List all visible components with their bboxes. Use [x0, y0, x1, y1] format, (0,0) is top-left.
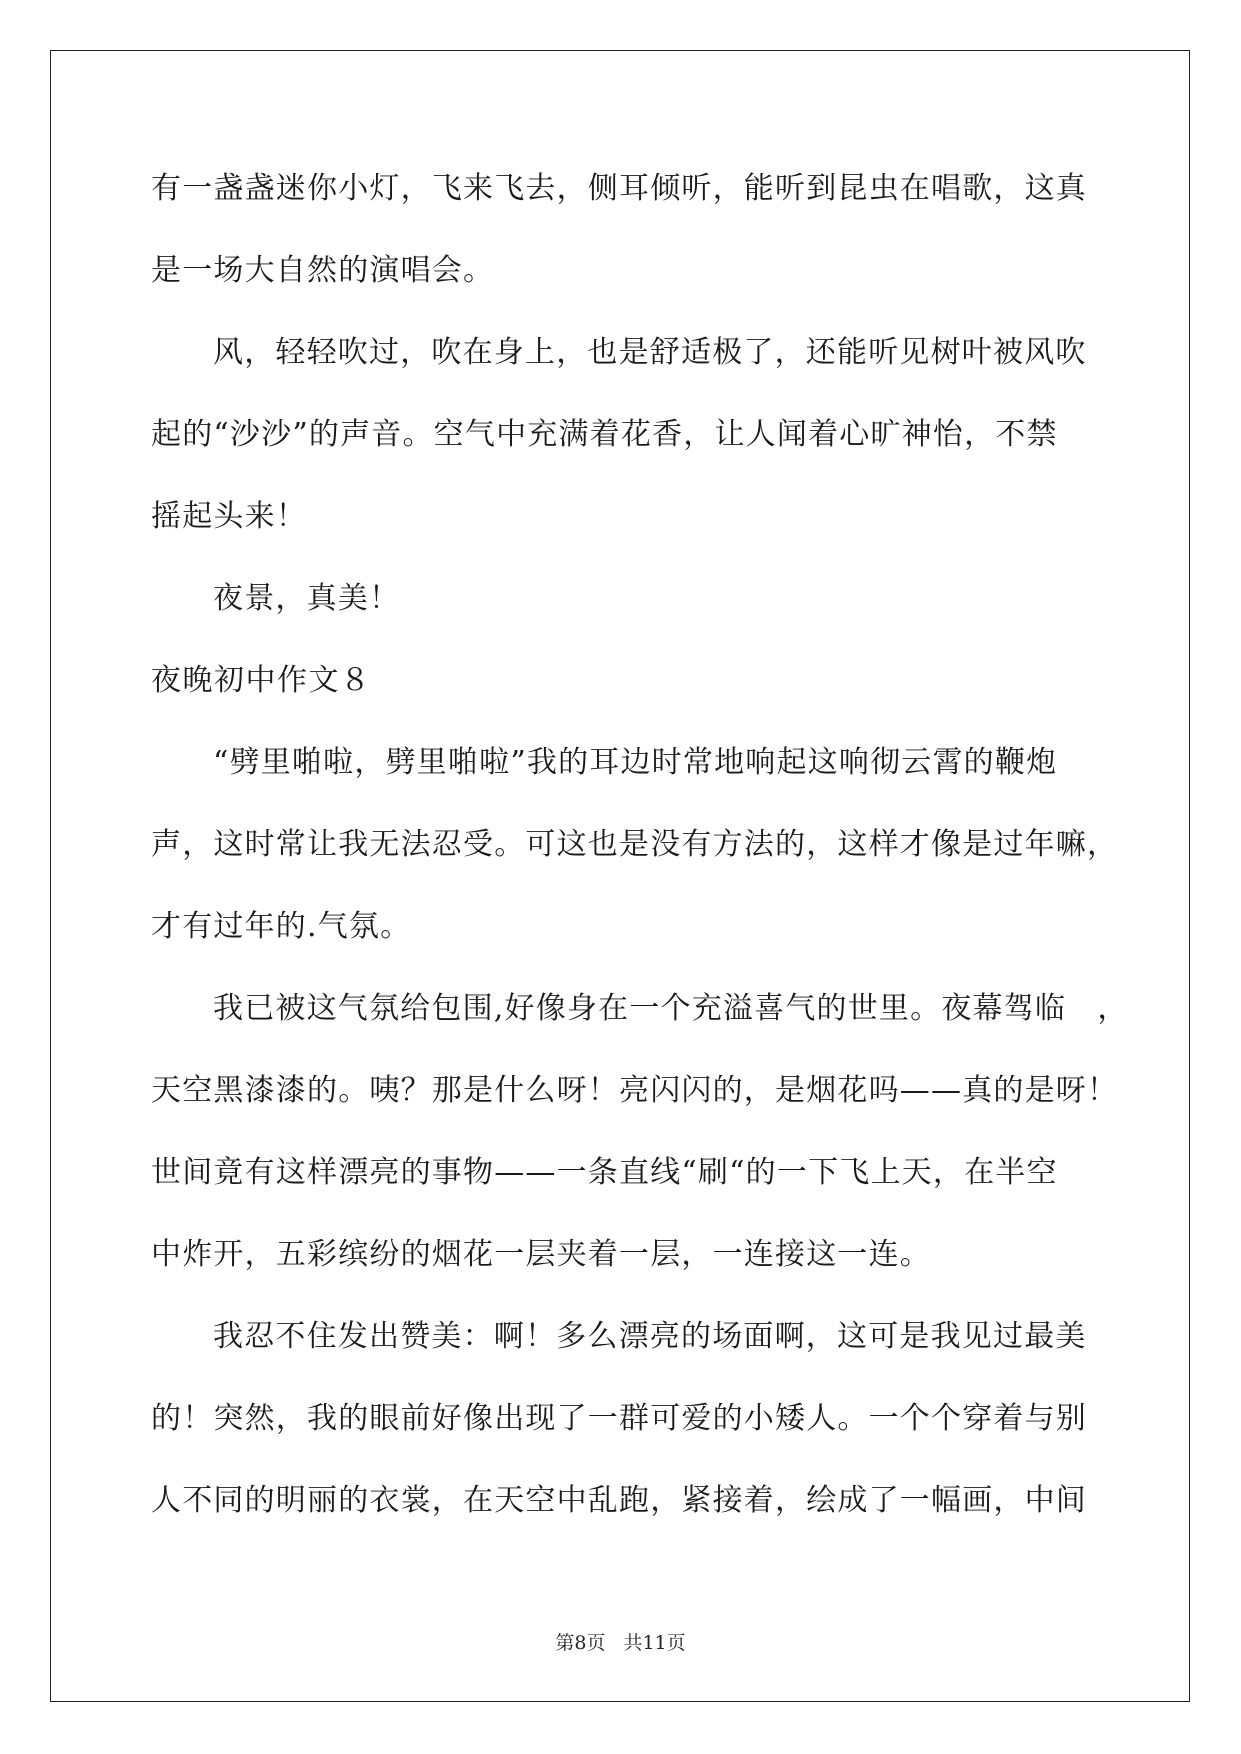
paragraph-start-line: 我已被这气氛给包围,好像身在一个充溢喜气的世里。夜幕驾临 ， [213, 991, 1129, 1026]
paragraph-start-line: 风，轻轻吹过，吹在身上，也是舒适极了，还能听见树叶被风吹 [213, 335, 1087, 370]
text-line: 中炸开，五彩缤纷的烟花一层夹着一层，一连接这一连。 [151, 1237, 931, 1272]
document-body [151, 165, 1129, 1559]
paragraph-start-line: “劈里啪啦，劈里啪啦”我的耳边时常地响起这响彻云霄的鞭炮 [213, 745, 1058, 780]
page-footer [0, 1630, 1241, 1656]
text-line: 摇起头来！ [151, 499, 307, 534]
page-total: 共11页 [623, 1632, 686, 1654]
section-heading: 夜晚初中作文８ [151, 663, 372, 698]
paragraph-start-line: 我忍不住发出赞美：啊！多么漂亮的场面啊，这可是我见过最美 [213, 1319, 1087, 1354]
text-line: 有一盏盏迷你小灯，飞来飞去，侧耳倾听，能听到昆虫在唱歌，这真 [151, 171, 1087, 206]
paragraph-start-line: 夜景，真美！ [213, 581, 401, 616]
text-line: 世间竟有这样漂亮的事物——一条直线“刷“的一下飞上天，在半空 [151, 1155, 1058, 1190]
text-line: 的！突然，我的眼前好像出现了一群可爱的小矮人。一个个穿着与别 [151, 1401, 1087, 1436]
text-line: 声，这时常让我无法忍受。可这也是没有方法的，这样才像是过年嘛， [151, 827, 1119, 862]
text-line: 是一场大自然的演唱会。 [151, 253, 495, 288]
text-line: 人不同的明丽的衣裳，在天空中乱跑，紧接着，绘成了一幅画，中间 [151, 1483, 1087, 1518]
text-line: 天空黑漆漆的。咦？那是什么呀！亮闪闪的，是烟花吗——真的是呀！ [151, 1073, 1119, 1108]
page-number: 第8页 [555, 1632, 606, 1654]
text-line: 才有过年的.气氛。 [151, 909, 412, 944]
text-line: 起的“沙沙”的声音。空气中充满着花香，让人闻着心旷神怡，不禁 [151, 417, 1058, 452]
